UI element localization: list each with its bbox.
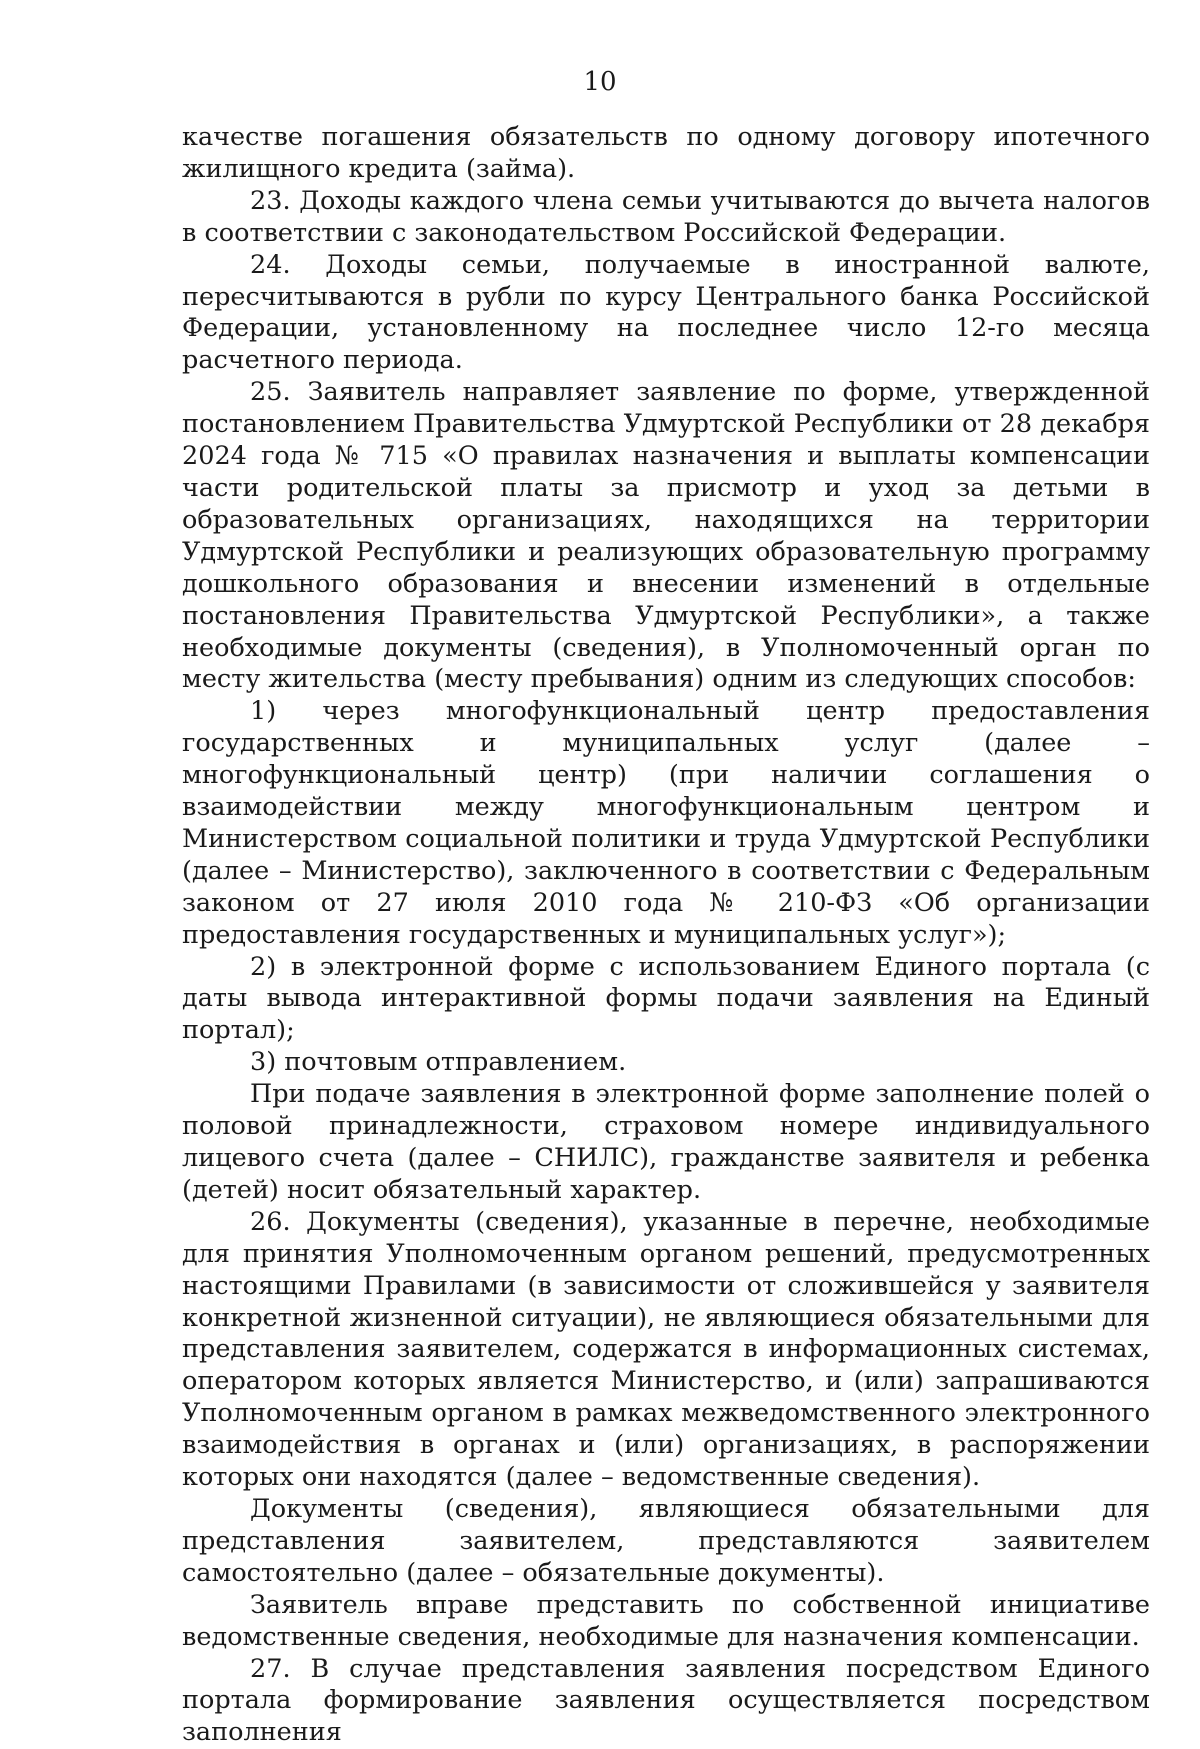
paragraph-item-26: 26. Документы (сведения), указанные в перечне, необходимые для принятия Уполномоченным органом решений, предусмотренных настоящими Правилами (в зависимости от сложившейся у заявителя конкретной жизненной ситуации), не являющиеся обязательными для представления заявителем, содержатся в информационных системах, оператором которых является Министерство, и (или) запрашиваются Уполномоченным органом в рамках межведомственного электронного взаимодействия в органах и (или) организациях, в распоряжении которых они находятся (далее – ведомственные сведения). — [182, 1207, 1150, 1494]
paragraph-subitem-2: 2) в электронной форме с использованием Единого портала (с даты вывода интерактивной формы подачи заявления на Единый портал); — [182, 952, 1150, 1048]
paragraph-subitem-1: 1) через многофункциональный центр предоставления государственных и муниципальных услуг (далее – многофункциональный центр) (при наличии соглашения о взаимодействии между многофункциональным центром и Министерством социальной политики и труда Удмуртской Республики (далее – Министерство), заключенного в соответствии с Федеральным законом от 27 июля 2010 года № 210-ФЗ «Об организации предоставления государственных и муниципальных услуг»); — [182, 696, 1150, 951]
paragraph-electronic-filing: При подаче заявления в электронной форме заполнение полей о половой принадлежности, страховом номере индивидуального лицевого счета (далее – СНИЛС), гражданстве заявителя и ребенка (детей) носит обязательный характер. — [182, 1079, 1150, 1207]
paragraph-item-27: 27. В случае представления заявления посредством Единого портала формирование заявления осуществляется посредством заполнения — [182, 1654, 1150, 1749]
document-body — [182, 122, 1150, 1749]
paragraph-mandatory-documents: Документы (сведения), являющиеся обязательными для представления заявителем, представляются заявителем самостоятельно (далее – обязательные документы). — [182, 1494, 1150, 1590]
page-number: 10 — [0, 66, 1200, 98]
paragraph-subitem-3: 3) почтовым отправлением. — [182, 1047, 1150, 1079]
paragraph-continuation: качестве погашения обязательств по одному договору ипотечного жилищного кредита (займа). — [182, 122, 1150, 186]
paragraph-item-24: 24. Доходы семьи, получаемые в иностранной валюте, пересчитываются в рубли по курсу Центрального банка Российской Федерации, установленному на последнее число 12-го месяца расчетного периода. — [182, 250, 1150, 378]
paragraph-item-23: 23. Доходы каждого члена семьи учитываются до вычета налогов в соответствии с законодательством Российской Федерации. — [182, 186, 1150, 250]
paragraph-applicant-right: Заявитель вправе представить по собственной инициативе ведомственные сведения, необходимые для назначения компенсации. — [182, 1590, 1150, 1654]
paragraph-item-25: 25. Заявитель направляет заявление по форме, утвержденной постановлением Правительства Удмуртской Республики от 28 декабря 2024 года № 715 «О правилах назначения и выплаты компенсации части родительской платы за присмотр и уход за детьми в образовательных организациях, находящихся на территории Удмуртской Республики и реализующих образовательную программу дошкольного образования и внесении изменений в отдельные постановления Правительства Удмуртской Республики», а также необходимые документы (сведения), в Уполномоченный орган по месту жительства (месту пребывания) одним из следующих способов: — [182, 377, 1150, 696]
